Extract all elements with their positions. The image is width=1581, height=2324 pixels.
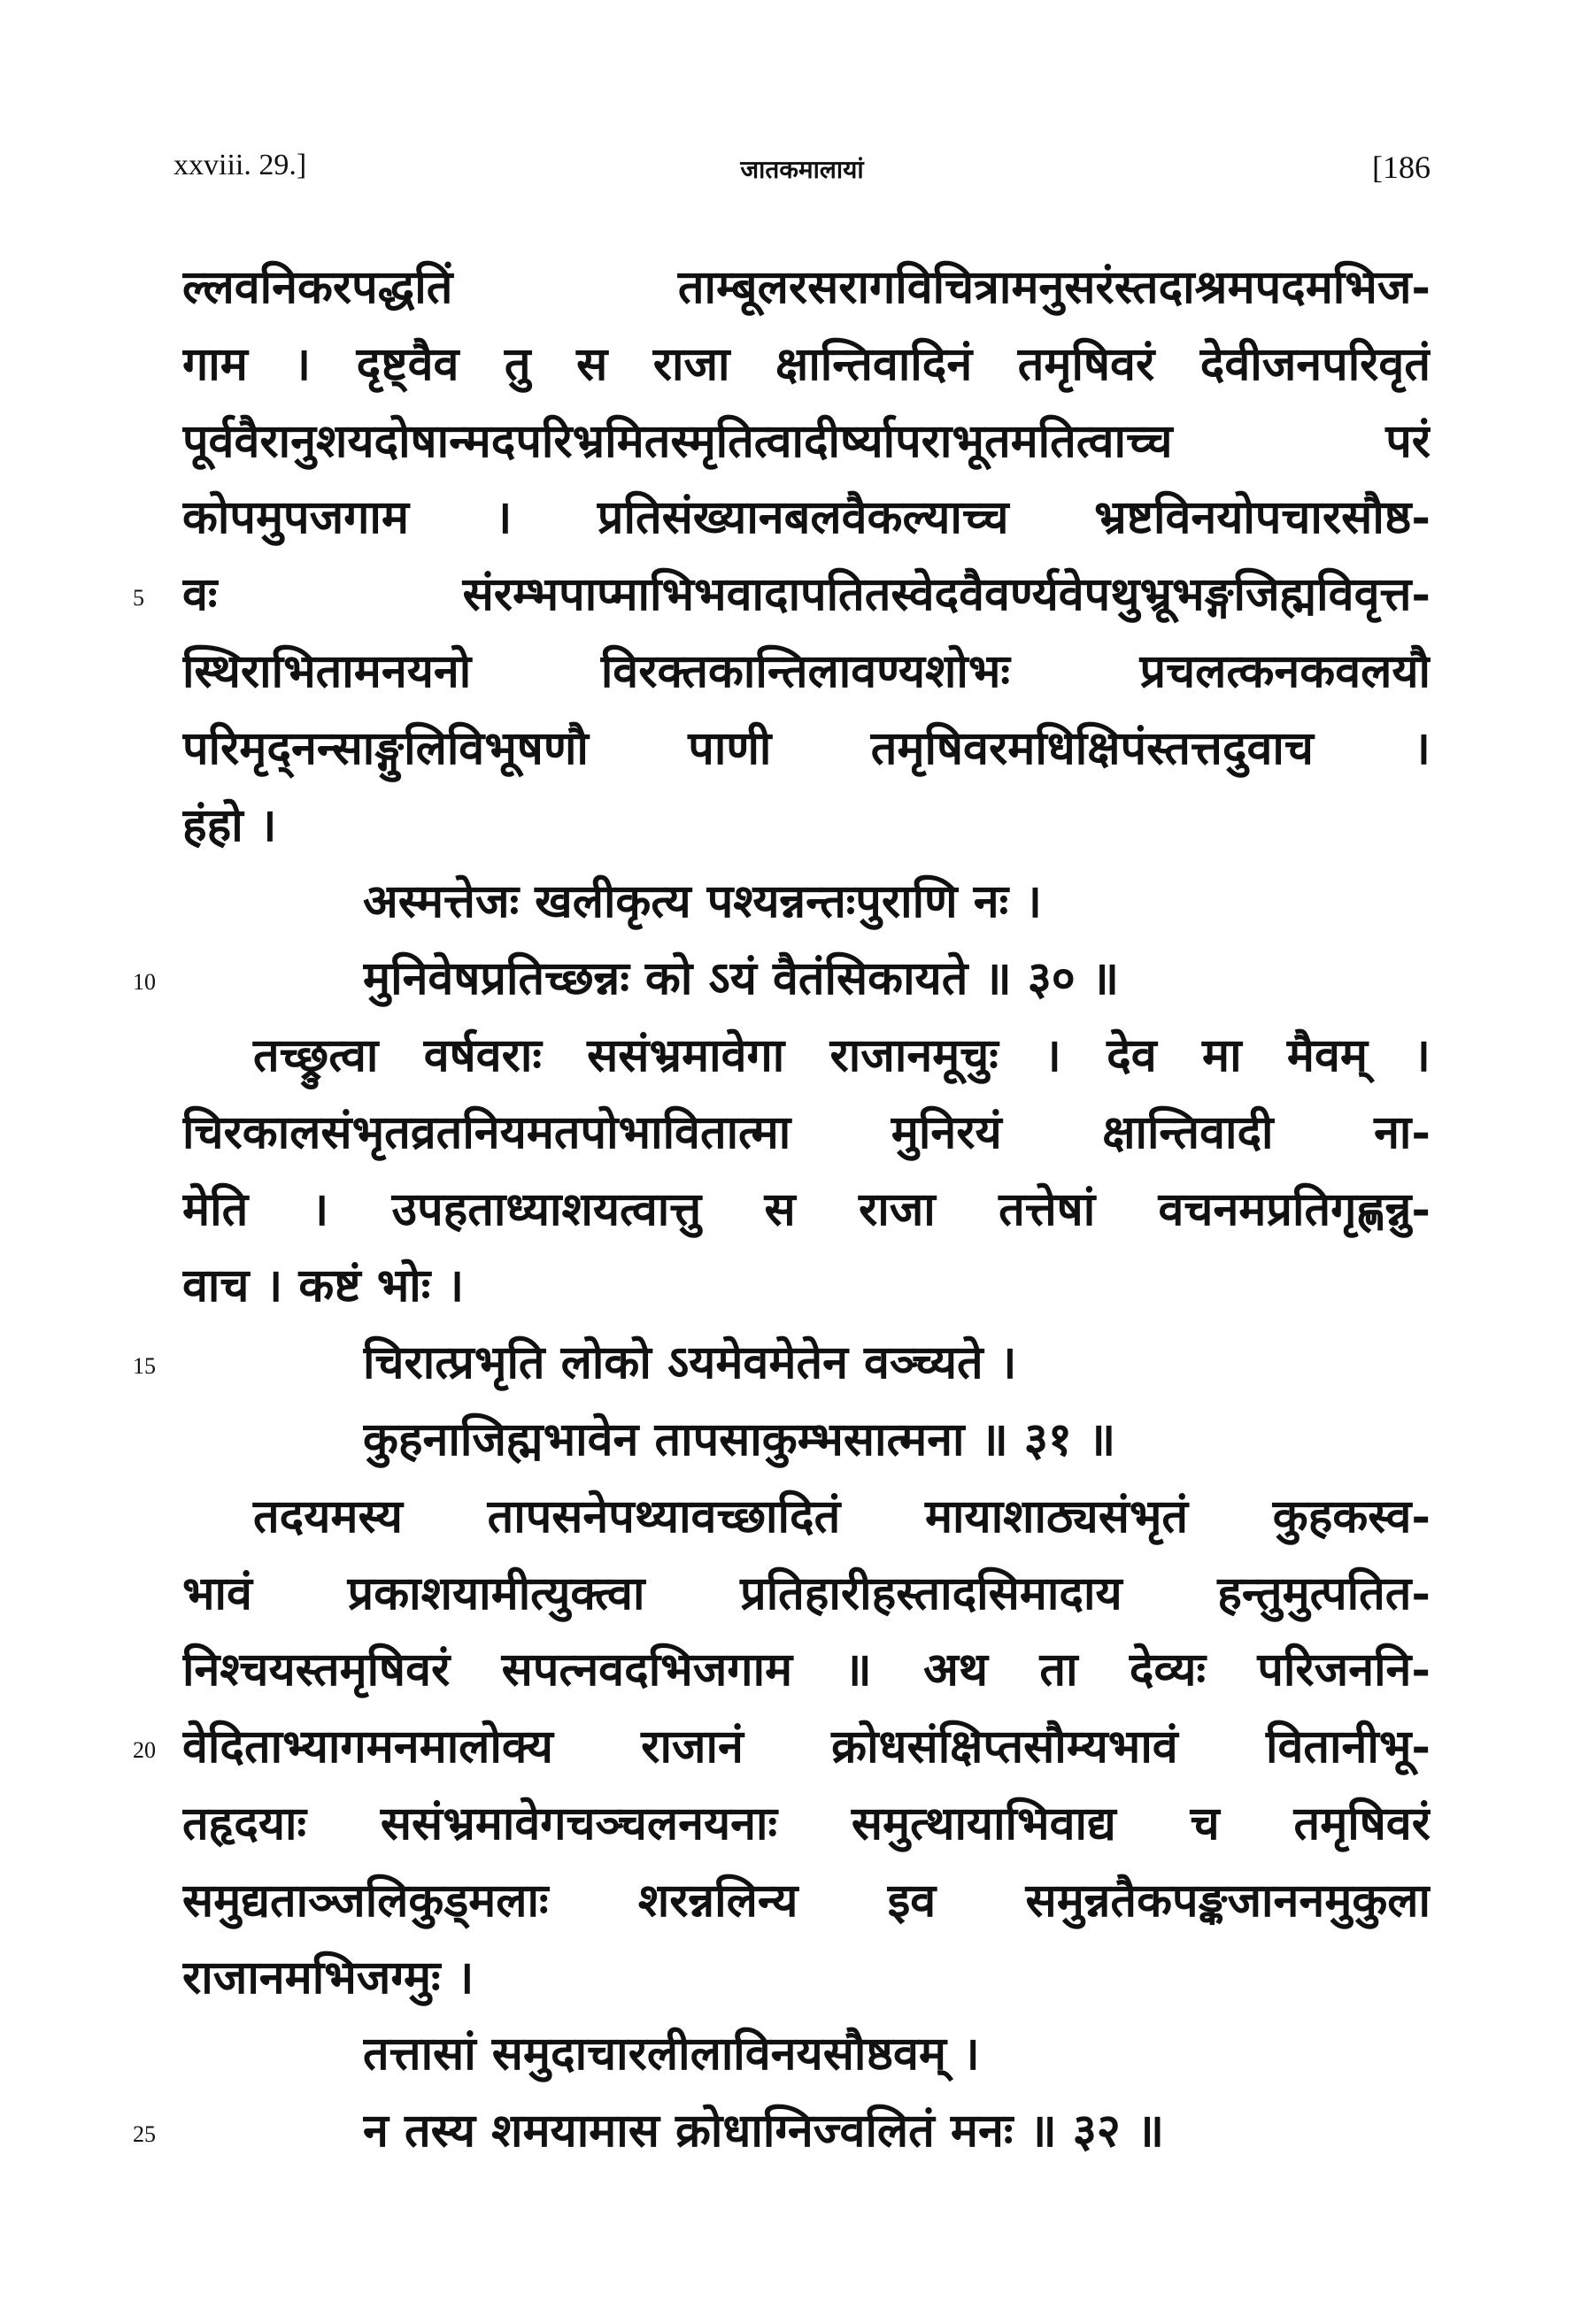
running-header <box>174 149 1431 202</box>
text-line: निश्चयस्तमृषिवरं सपत्नवदभिजगाम ॥ अथ ता देव्यः परिजननि- <box>182 1643 1431 1697</box>
line-number: 15 <box>133 1353 156 1379</box>
text-line: परिमृद्नन्साङ्गुलिविभूषणौ पाणी तमृषिवरमधिक्षिपंस्तत्तदुवाच । <box>182 721 1431 775</box>
header-section-reference: xxviii. 29.] <box>174 149 307 181</box>
verse-line: तत्तासां समुदाचारलीलाविनयसौष्ठवम् । <box>363 2027 980 2081</box>
text-line: वेदिताभ्यागमनमालोक्य राजानं क्रोधसंक्षिप्तसौम्यभावं वितानीभू- <box>182 1720 1431 1774</box>
verse-line: अस्मत्तेजः खलीकृत्य पश्यन्नन्तःपुराणि नः । <box>363 874 1042 928</box>
header-book-title: जातकमालायां <box>740 155 864 184</box>
text-line: हंहो । <box>182 798 277 852</box>
text-line: स्थिराभितामनयनो विरक्तकान्तिलावण्यशोभः प्रचलत्कनकवलयौ <box>182 644 1431 698</box>
text-line: समुद्यताञ्जलिकुड्मलाः शरन्नलिन्य इव समुन्नतैकपङ्कजाननमुकुला <box>182 1874 1431 1928</box>
header-page-number: [186 <box>1372 150 1431 185</box>
line-number: 20 <box>133 1737 156 1763</box>
verse-line: कुहनाजिह्मभावेन तापसाकुम्भसात्मना ॥ ३१ ॥ <box>363 1412 1116 1466</box>
text-line: ल्लवनिकरपद्धतिं ताम्बूलरसरागविचित्रामनुसरंस्तदाश्रमपदमभिज- <box>182 260 1431 314</box>
text-line: तहृदयाः ससंभ्रमावेगचञ्चलनयनाः समुत्थायाभिवाद्य च तमृषिवरं <box>182 1797 1431 1851</box>
verse-line: न तस्य शमयामास क्रोधाग्निज्वलितं मनः ॥ ३२ ॥ <box>363 2104 1165 2158</box>
text-line: वाच । कष्टं भोः । <box>182 1258 465 1312</box>
verse-line: चिरात्प्रभृति लोको ऽयमेवमेतेन वञ्च्यते । <box>363 1335 1017 1389</box>
text-line: चिरकालसंभृतव्रतनियमतपोभावितात्मा मुनिरयं क्षान्तिवादी ना- <box>182 1105 1431 1159</box>
text-line: कोपमुपजगाम । प्रतिसंख्यानबलवैकल्याच्च भ्रष्टविनयोपचारसौष्ठ- <box>182 490 1431 544</box>
text-line: राजानमभिजग्मुः । <box>182 1951 474 2005</box>
verse-line: मुनिवेषप्रतिच्छन्नः को ऽयं वैतंसिकायते ॥ ३० ॥ <box>363 951 1120 1005</box>
text-line: वः संरम्भपाप्माभिभवादापतितस्वेदवैवर्ण्यवेपथुभ्रूभङ्गजिह्मविवृत्त- <box>182 567 1431 621</box>
text-line: तदयमस्य तापसनेपथ्यावच्छादितं मायाशाठ्यसंभृतं कुहकस्व- <box>253 1489 1431 1543</box>
text-line: पूर्ववैरानुशयदोषान्मदपरिभ्रमितस्मृतित्वादीर्ष्यापराभूतमतित्वाच्च परं <box>182 414 1431 468</box>
line-number: 25 <box>133 2121 156 2147</box>
line-number: 10 <box>133 969 156 995</box>
text-line: मेति । उपहताध्याशयत्वात्तु स राजा तत्तेषां वचनमप्रतिगृह्णन्नु- <box>182 1182 1431 1236</box>
text-line: भावं प्रकाशयामीत्युक्त्वा प्रतिहारीहस्तादसिमादाय हन्तुमुत्पतित- <box>182 1566 1431 1620</box>
text-line: तच्छ्रुत्वा वर्षवराः ससंभ्रमावेगा राजानमूचुः । देव मा मैवम् । <box>253 1028 1431 1082</box>
line-number: 5 <box>133 585 144 611</box>
text-line: गाम । दृष्ट्वैव तु स राजा क्षान्तिवादिनं तमृषिवरं देवीजनपरिवृतं <box>182 337 1431 391</box>
